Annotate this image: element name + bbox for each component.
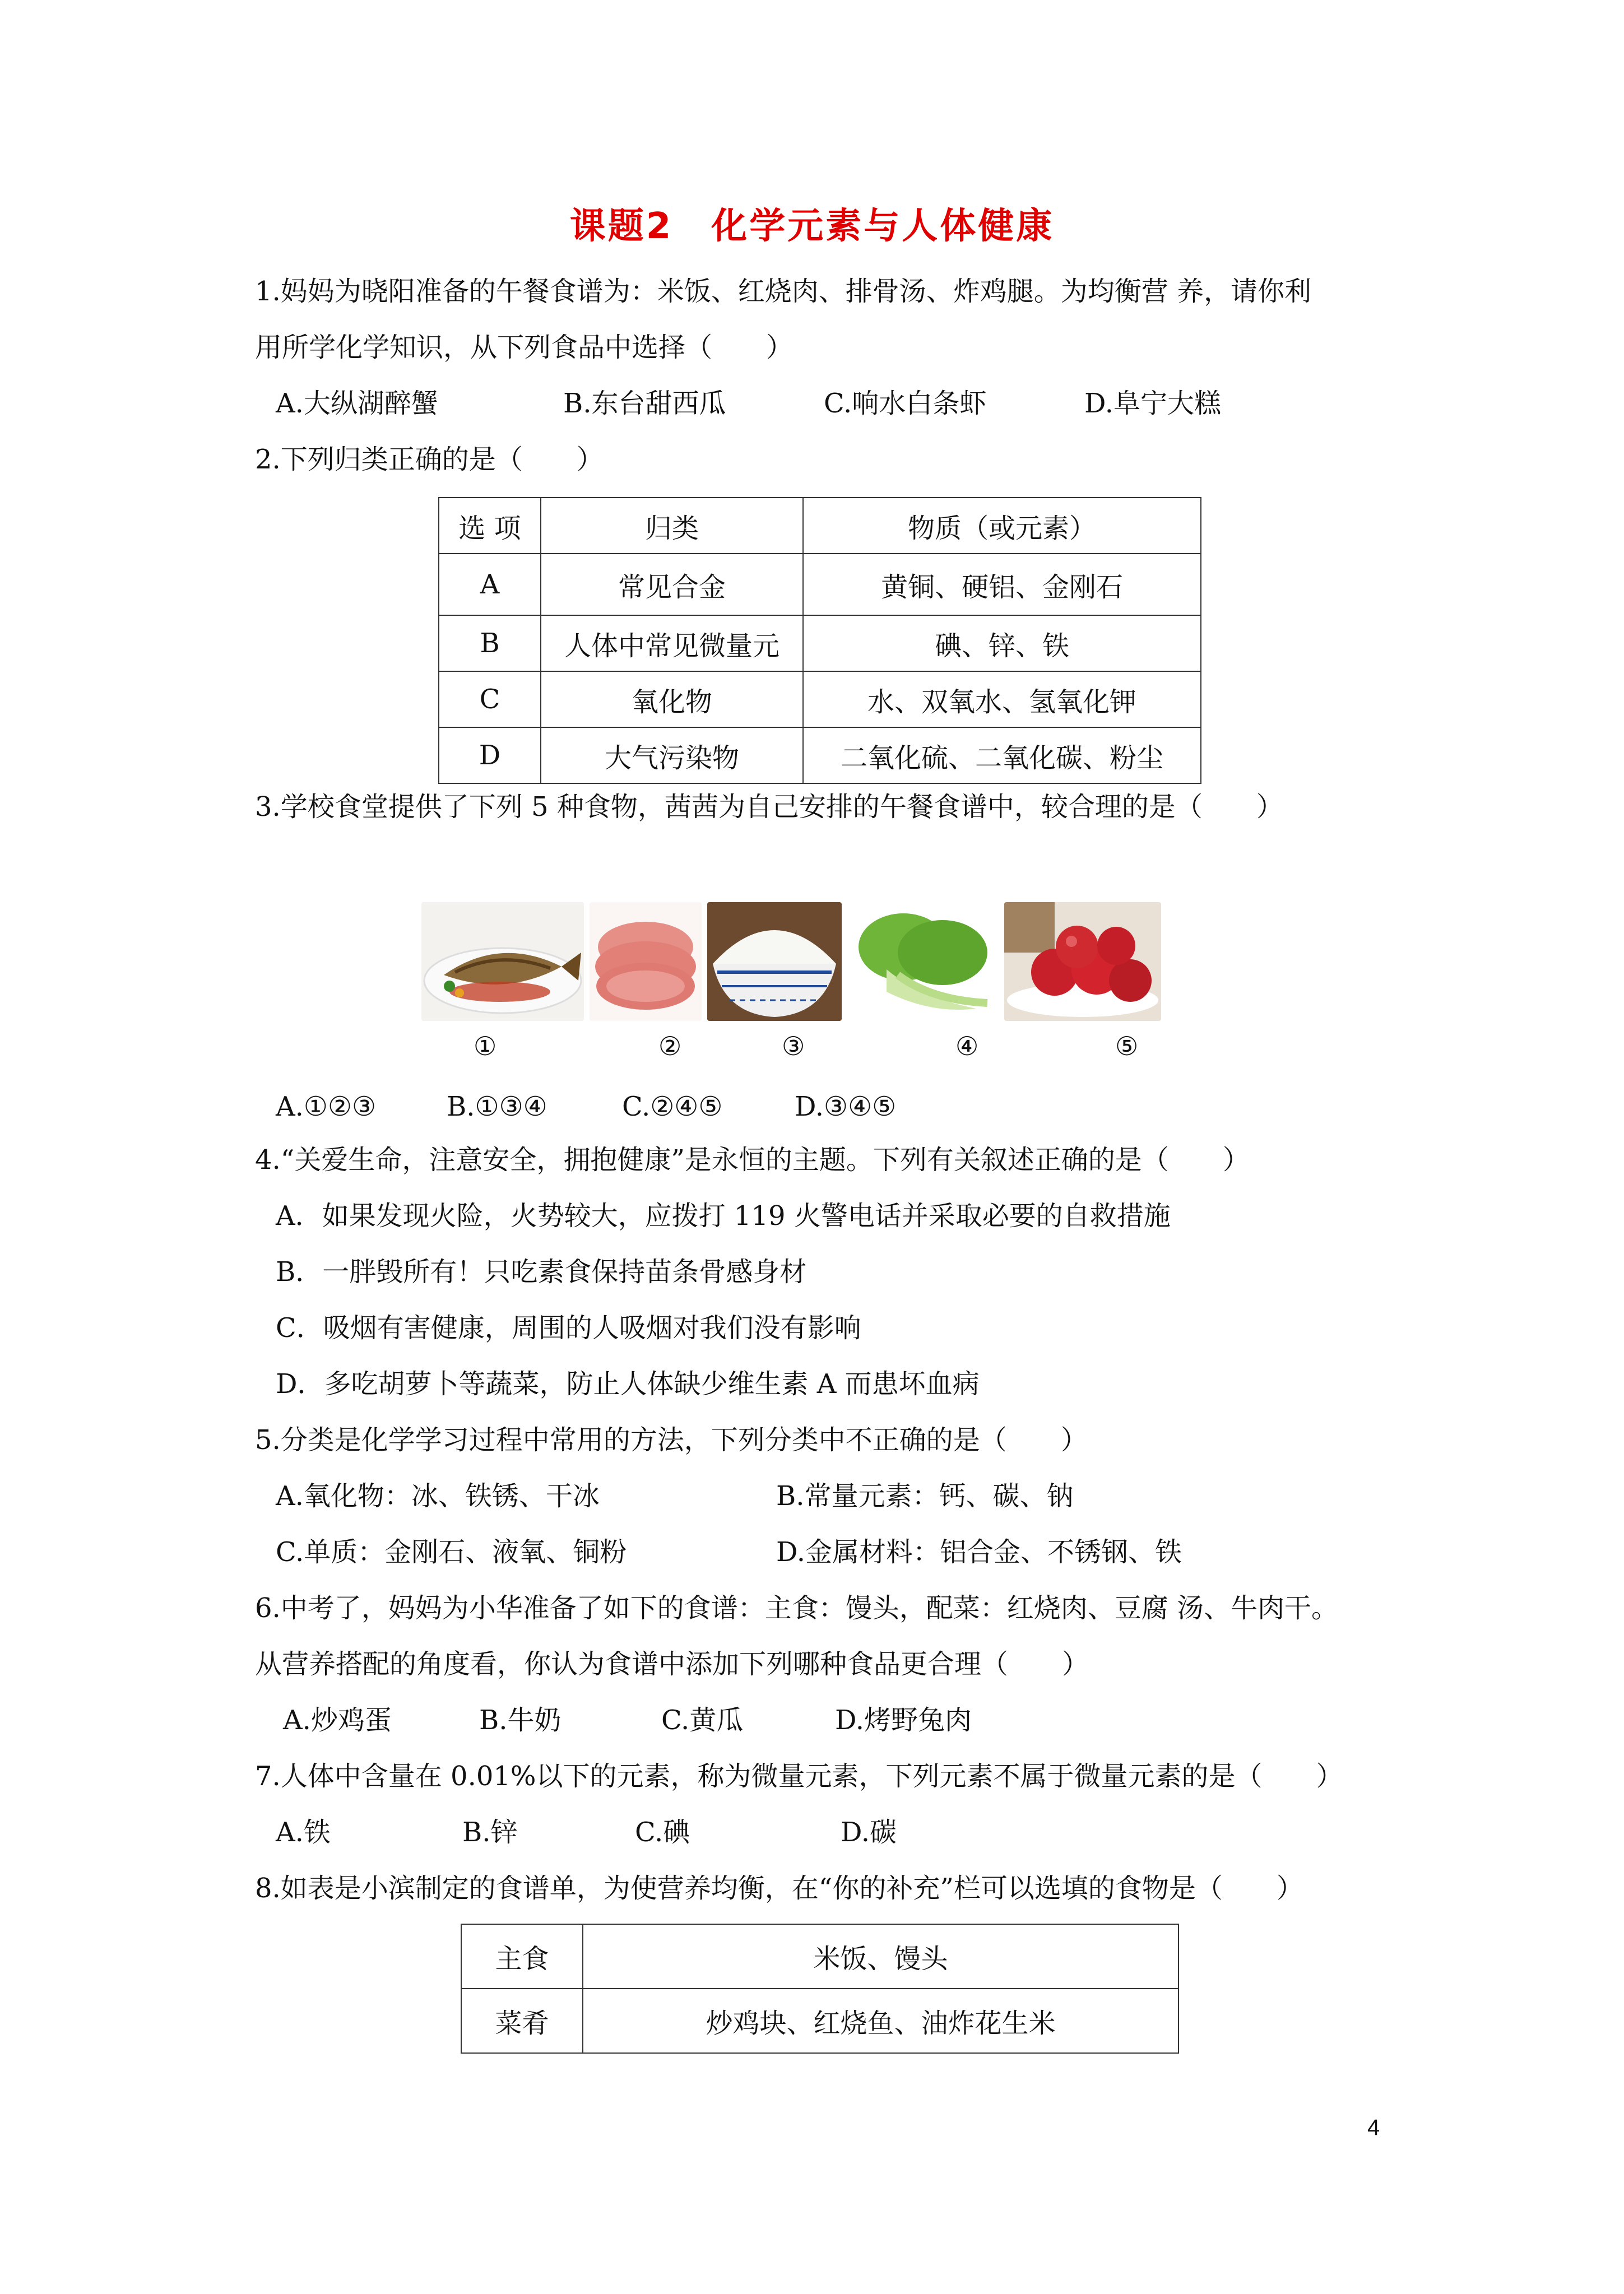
food-label-4: ④ [955, 1031, 979, 1061]
food-label-5: ⑤ [1115, 1031, 1139, 1061]
q4-option-a: A．如果发现火险，火势较大，应拨打 119 火警电话并采取必要的自救措施 [276, 1200, 1171, 1232]
raw-meat-image [590, 902, 702, 1021]
table-cell: 水、双氧水、氢氧化钾 [803, 671, 1201, 727]
q1-option-c: C.响水白条虾 [824, 388, 987, 419]
q5-option-c: C.单质：金刚石、液氧、铜粉 [276, 1536, 627, 1568]
q3-stem: 3.学校食堂提供了下列 5 种食物，茜茜为自己安排的午餐食谱中，较合理的是（ ） [255, 791, 1283, 823]
table-row [439, 554, 1201, 615]
table-header-cell: 选 项 [439, 498, 541, 554]
q1-stem-line2: 用所学化学知识，从下列食品中选择（ ） [255, 332, 794, 363]
q7-option-b: B.锌 [462, 1817, 518, 1848]
table-header-cell: 物质（或元素） [803, 498, 1201, 554]
q7-option-d: D.碳 [841, 1817, 897, 1848]
q4-option-d: D．多吃胡萝卜等蔬菜，防止人体缺少维生素 A 而患坏血病 [276, 1368, 980, 1400]
table-row [439, 727, 1201, 783]
bok-choy-image [847, 902, 999, 1021]
q6-option-c: C.黄瓜 [661, 1705, 744, 1736]
table-cell: B [439, 615, 541, 671]
table-header-row [439, 498, 1201, 554]
q8-stem: 8.如表是小滨制定的食谱单，为使营养均衡，在“你的补充”栏可以选填的食物是（ ） [255, 1873, 1303, 1904]
q3-option-a: A.①②③ [276, 1091, 377, 1122]
table-cell: 大气污染物 [541, 727, 803, 783]
page-title: 课题2 化学元素与人体健康 [569, 206, 1055, 247]
table-row [439, 615, 1201, 671]
q3-option-d: D.③④⑤ [795, 1091, 897, 1122]
table-cell: 黄铜、硬铝、金刚石 [803, 554, 1201, 615]
fish-dish-image [421, 902, 584, 1021]
food-number-row [0, 1031, 1624, 1065]
table-cell: A [439, 554, 541, 615]
q6-stem-line2: 从营养搭配的角度看，你认为食谱中添加下列哪种食品更合理（ ） [255, 1648, 1089, 1680]
table-cell: 主食 [461, 1924, 583, 1989]
table-cell: 碘、锌、铁 [803, 615, 1201, 671]
table-cell: 菜肴 [461, 1989, 583, 2053]
q4-stem: 4.“关爱生命，注意安全，拥抱健康”是永恒的主题。下列有关叙述正确的是（ ） [255, 1144, 1250, 1176]
q4-option-b: B．一胖毁所有！只吃素食保持苗条骨感身材 [276, 1256, 807, 1288]
q5-stem: 5.分类是化学学习过程中常用的方法，下列分类中不正确的是（ ） [255, 1424, 1088, 1456]
q6-option-b: B.牛奶 [479, 1705, 562, 1736]
page-number: 4 [1367, 2115, 1380, 2140]
q5-option-b: B.常量元素：钙、碳、钠 [776, 1480, 1074, 1512]
q2-stem: 2.下列归类正确的是（ ） [255, 444, 604, 475]
q6-stem-line1: 6.中考了，妈妈为小华准备了如下的食谱：主食：馒头，配菜：红烧肉、豆腐 汤、牛肉干。 [255, 1592, 1339, 1624]
food-label-2: ② [658, 1031, 682, 1061]
food-images-row [421, 902, 1212, 1025]
q3-option-c: C.②④⑤ [622, 1091, 723, 1122]
q6-option-a: A.炒鸡蛋 [283, 1705, 392, 1736]
q3-option-b: B.①③④ [447, 1091, 547, 1122]
table-cell: 常见合金 [541, 554, 803, 615]
q2-table [438, 497, 1201, 784]
q1-stem-line1: 1.妈妈为晓阳准备的午餐食谱为：米饭、红烧肉、排骨汤、炸鸡腿。为均衡营 养，请你利 [255, 276, 1312, 307]
table-cell: C [439, 671, 541, 727]
q5-option-d: D.金属材料：铝合金、不锈钢、铁 [776, 1536, 1182, 1568]
table-cell: 氧化物 [541, 671, 803, 727]
table-cell: 二氧化硫、二氧化碳、粉尘 [803, 727, 1201, 783]
table-row [439, 671, 1201, 727]
q7-option-c: C.碘 [635, 1817, 690, 1848]
rice-bowl-image [707, 902, 842, 1021]
q1-option-d: D.阜宁大糕 [1084, 388, 1222, 419]
q7-option-a: A.铁 [276, 1817, 331, 1848]
table-cell: 炒鸡块、红烧鱼、油炸花生米 [583, 1989, 1178, 2053]
q7-stem: 7.人体中含量在 0.01%以下的元素，称为微量元素，下列元素不属于微量元素的是（ ） [255, 1761, 1343, 1792]
q6-option-d: D.烤野兔肉 [835, 1705, 972, 1736]
table-cell: 米饭、馒头 [583, 1924, 1178, 1989]
q1-option-a: A.大纵湖醉蟹 [276, 388, 438, 419]
q5-option-a: A.氧化物：冰、铁锈、干冰 [276, 1480, 600, 1512]
table-row [461, 1989, 1178, 2053]
table-row [461, 1924, 1178, 1989]
table-cell: D [439, 727, 541, 783]
table-header-cell: 归类 [541, 498, 803, 554]
q1-option-b: B.东台甜西瓜 [563, 388, 726, 419]
food-label-1: ① [474, 1031, 497, 1061]
table-cell: 人体中常见微量元 [541, 615, 803, 671]
q8-table [461, 1924, 1179, 2054]
food-label-3: ③ [782, 1031, 805, 1061]
q4-option-c: C．吸烟有害健康，周围的人吸烟对我们没有影响 [276, 1312, 861, 1344]
apples-image [1004, 902, 1161, 1021]
